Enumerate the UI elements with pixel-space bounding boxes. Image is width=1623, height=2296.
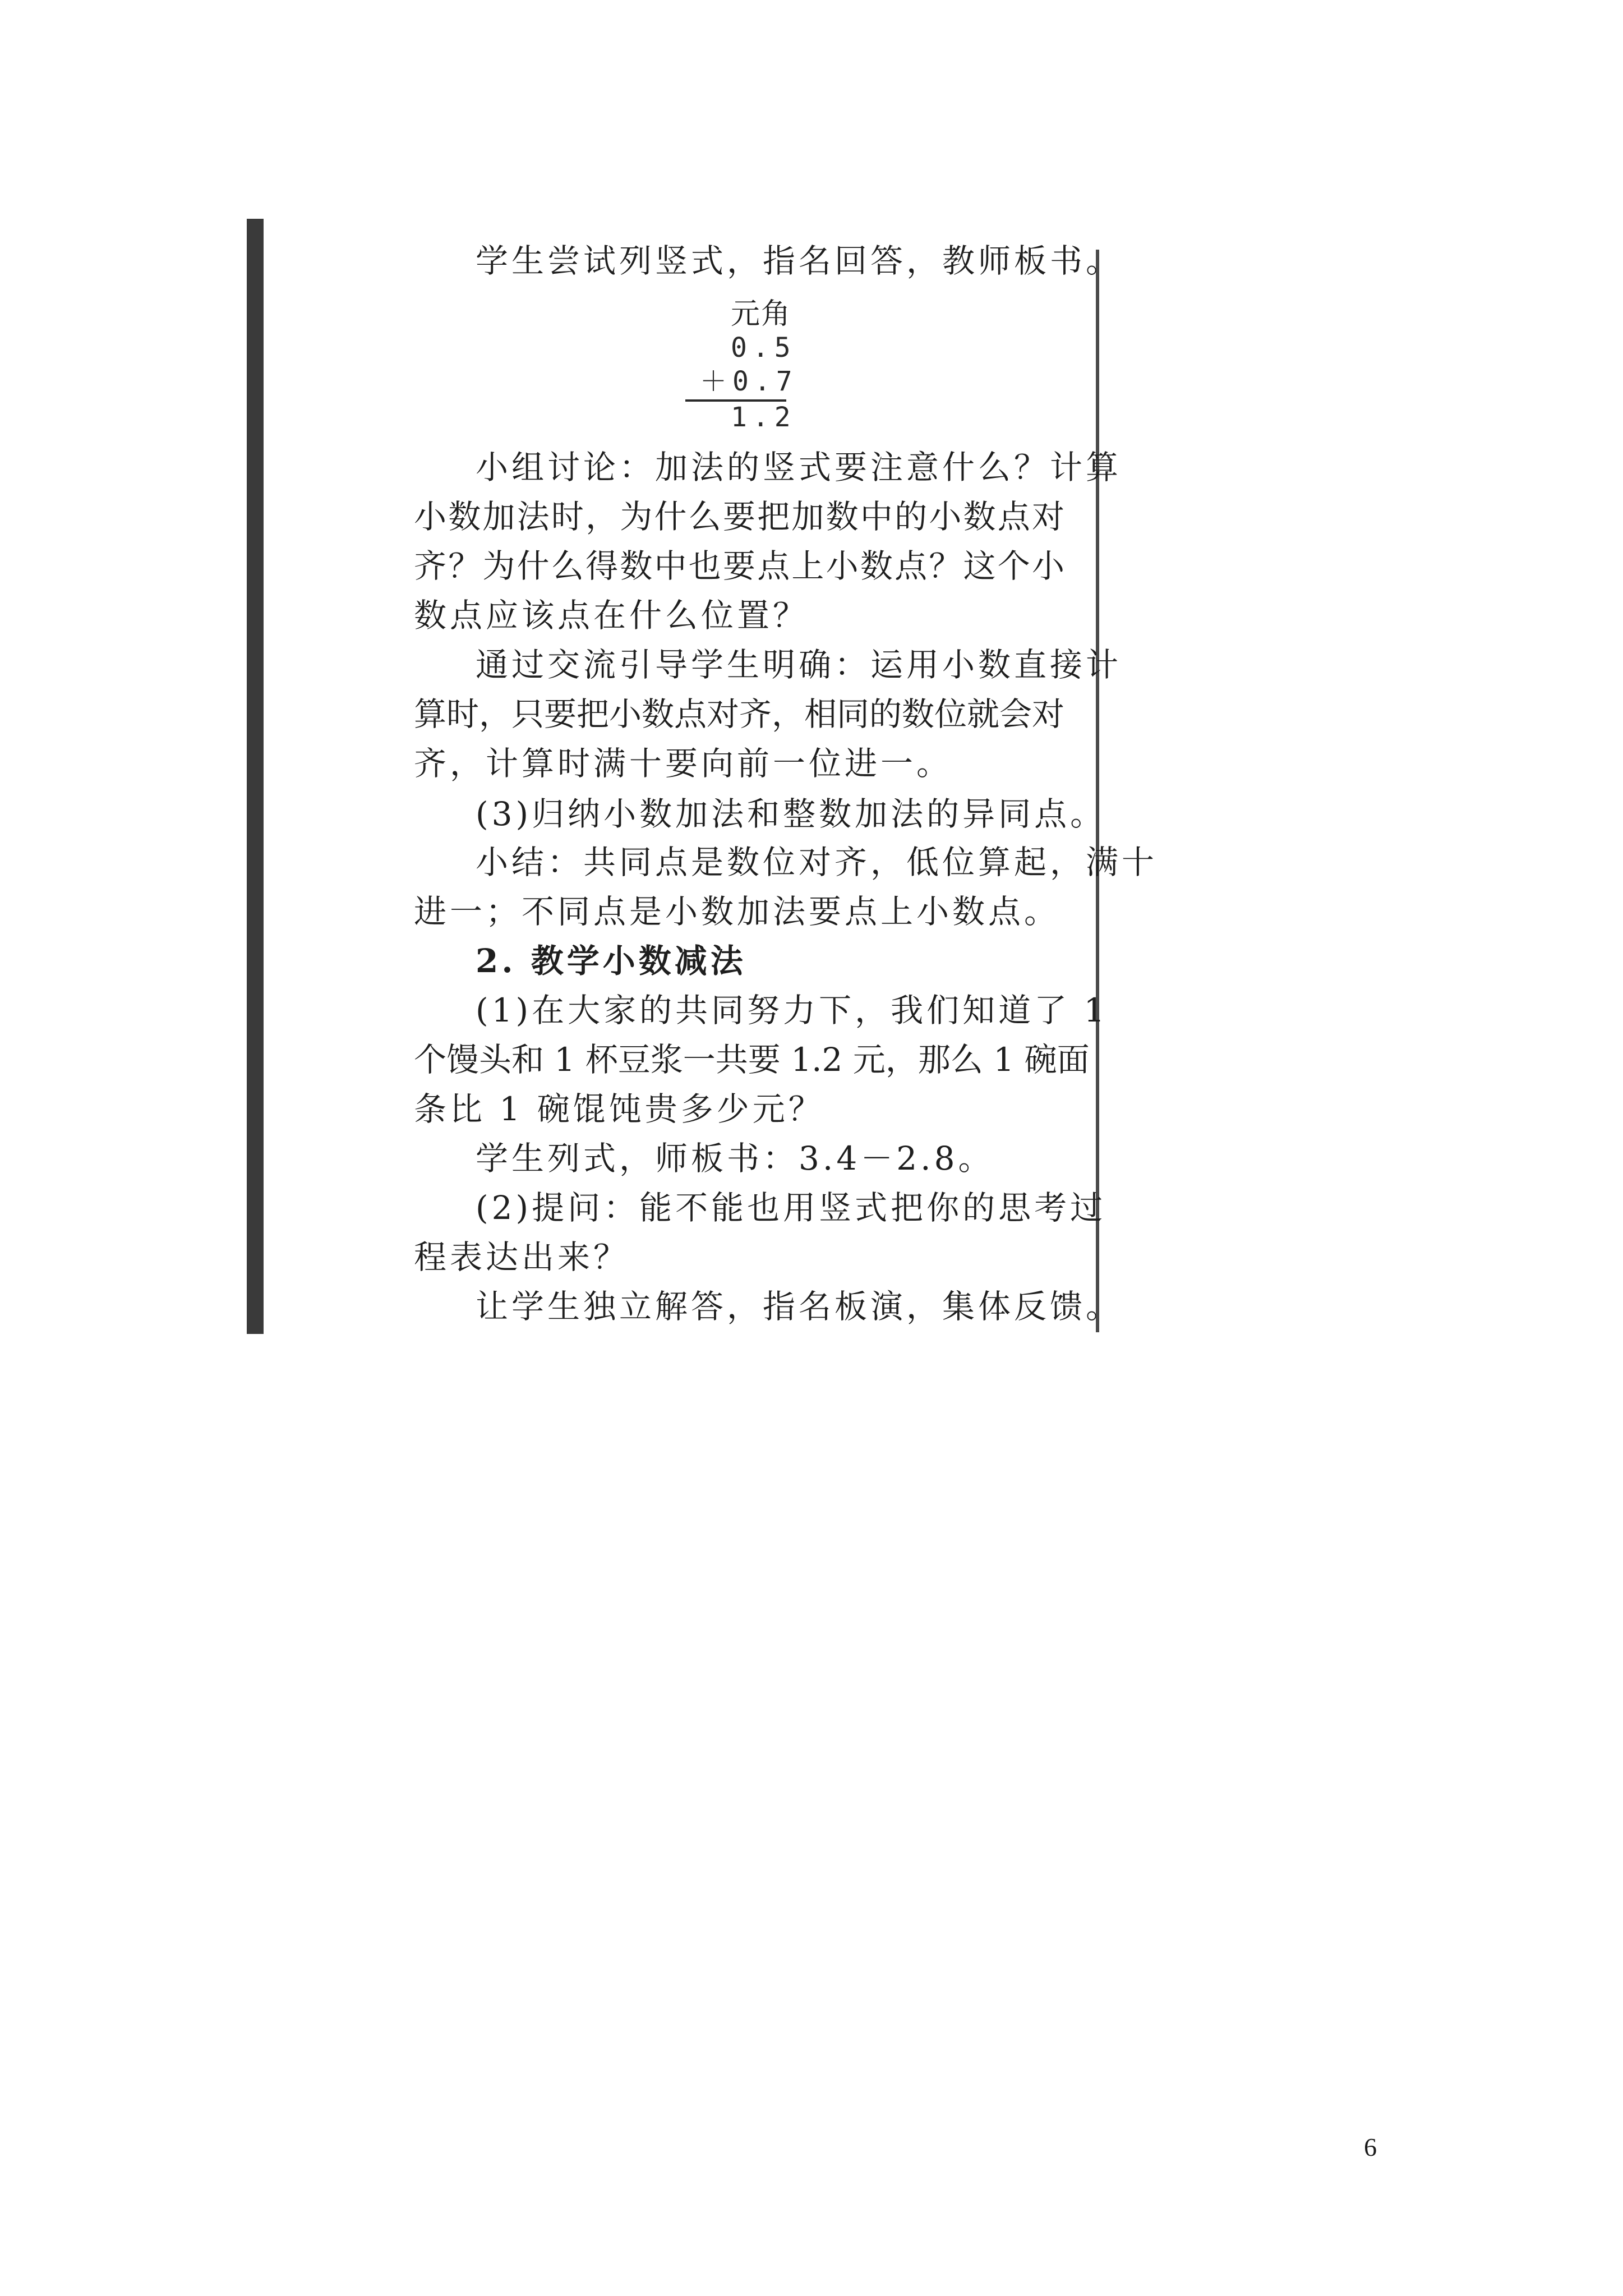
text-line: (3)归纳小数加法和整数加法的异同点。 bbox=[476, 795, 1106, 833]
text-line: 个馒头和 1 杯豆浆一共要 1.2 元，那么 1 碗面 bbox=[414, 1041, 1090, 1079]
text-line: 通过交流引导学生明确：运用小数直接计 bbox=[476, 646, 1122, 684]
text-line: 算时，只要把小数点对齐，相同的数位就会对 bbox=[414, 695, 1065, 733]
text-line: (1)在大家的共同努力下，我们知道了 1 bbox=[476, 991, 1108, 1029]
text-line: 让学生独立解答，指名板演，集体反馈。 bbox=[476, 1287, 1122, 1326]
text-line: 小数加法时，为什么要把加数中的小数点对 bbox=[414, 498, 1064, 536]
calc-addend-2: ＋0.7 bbox=[700, 366, 798, 397]
text-line: 数点应该点在什么位置？ bbox=[414, 596, 809, 634]
text-line: 学生列式，师板书：3.4－2.8。 bbox=[476, 1139, 994, 1177]
scan-right-rule bbox=[1096, 250, 1099, 1332]
text-line: 齐，计算时满十要向前一位进一。 bbox=[414, 744, 953, 783]
calc-sum: 1.2 bbox=[731, 402, 796, 433]
text-line: 小结：共同点是数位对齐，低位算起，满十 bbox=[476, 843, 1158, 881]
text-line: 条比 1 碗馄饨贵多少元？ bbox=[414, 1090, 824, 1128]
text-line: 小组讨论：加法的竖式要注意什么？计算 bbox=[476, 448, 1122, 486]
text-line: 学生尝试列竖式，指名回答，教师板书。 bbox=[476, 242, 1122, 280]
text-line: 齐？为什么得数中也要点上小数点？这个小 bbox=[414, 547, 1064, 585]
vertical-addition bbox=[683, 297, 829, 443]
text-line: 进一；不同点是小数加法要点上小数点。 bbox=[414, 892, 1061, 931]
section-heading: 2. 教学小数减法 bbox=[476, 942, 746, 980]
calc-header: 元角 bbox=[731, 297, 792, 331]
page-number: 6 bbox=[1364, 2133, 1377, 2161]
scan-left-bar bbox=[247, 219, 264, 1334]
text-line: (2)提问：能不能也用竖式把你的思考过 bbox=[476, 1189, 1106, 1227]
calc-addend-1: 0.5 bbox=[731, 332, 796, 364]
text-line: 程表达出来？ bbox=[414, 1238, 630, 1276]
